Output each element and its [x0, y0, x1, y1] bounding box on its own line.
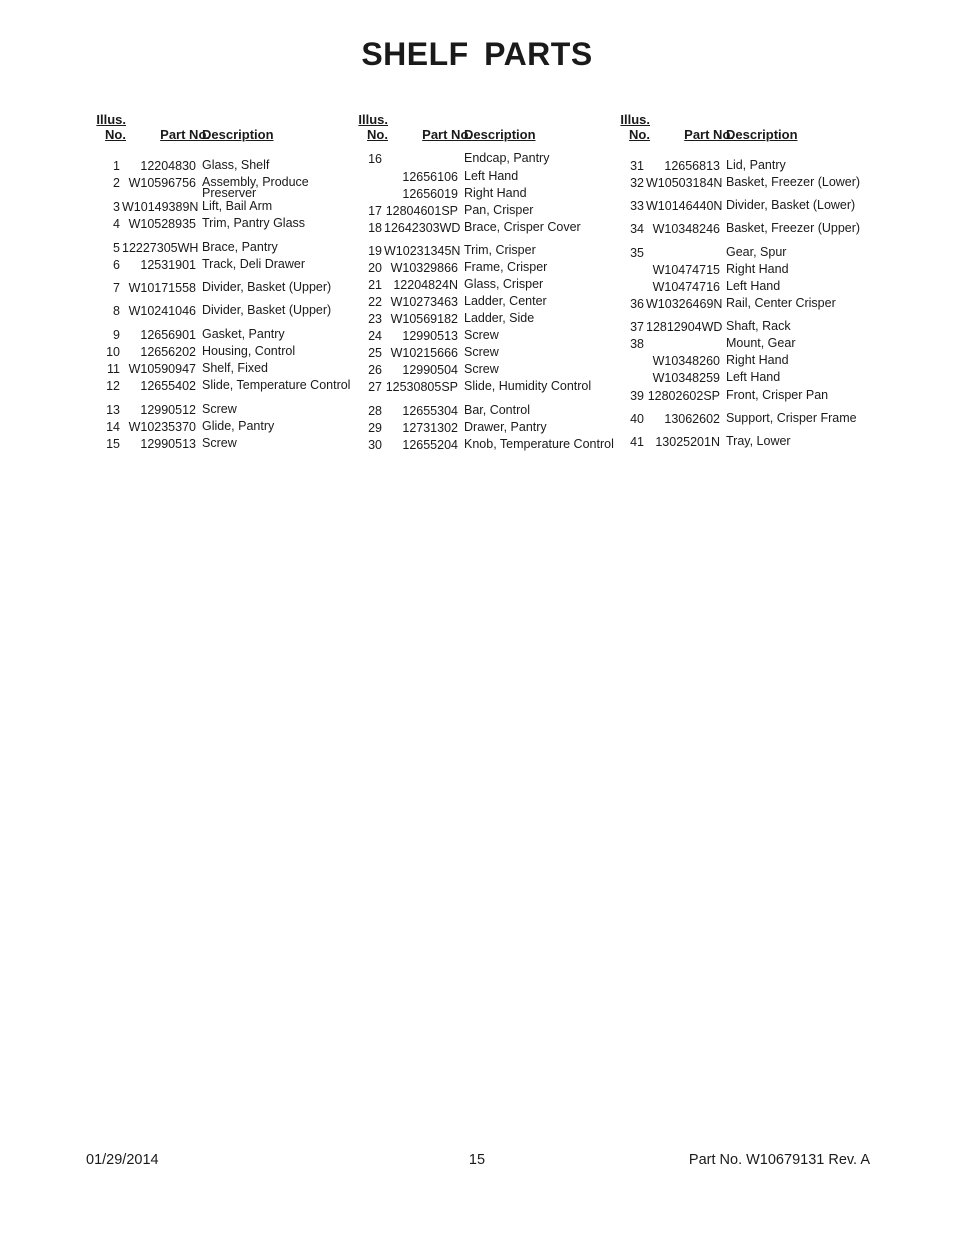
- part-description: Divider, Basket (Lower): [726, 198, 856, 212]
- part-description: Support, Crisper Frame: [726, 411, 857, 425]
- illus-number: 16: [368, 152, 382, 166]
- illus-number: 21: [368, 278, 382, 292]
- illus-number: 36: [630, 297, 644, 311]
- part-number: 12655402: [140, 379, 196, 393]
- part-description: Screw: [464, 345, 499, 359]
- parts-column-2: [350, 110, 620, 470]
- illus-number: 10: [106, 345, 120, 359]
- part-number: 12990504: [402, 363, 458, 377]
- part-description: Shelf, Fixed: [202, 361, 269, 375]
- part-number: W10326469N: [646, 297, 723, 311]
- part-number: 12204824N: [393, 278, 458, 292]
- footer-part-number: Part No. W10679131 Rev. A: [688, 1152, 870, 1168]
- illus-number: 22: [368, 295, 382, 309]
- part-description: Mount, Gear: [726, 336, 796, 350]
- illus-number: 35: [630, 246, 644, 260]
- description-header: Description: [726, 127, 798, 142]
- illus-number: 20: [368, 261, 382, 275]
- illus-header: Illus.: [358, 112, 388, 127]
- part-number: 13025201N: [655, 435, 720, 449]
- part-description: Left Hand: [726, 370, 781, 384]
- illus-no-header: No.: [105, 127, 126, 142]
- illus-number: 27: [368, 380, 382, 394]
- part-description: Right Hand: [726, 262, 789, 276]
- illus-number: 41: [630, 435, 644, 449]
- part-description: Knob, Temperature Control: [464, 437, 614, 451]
- part-number: W10348246: [652, 222, 720, 236]
- part-no-header: Part No.: [422, 127, 472, 142]
- part-number: 12802602SP: [647, 389, 720, 403]
- part-number: 12204830: [140, 159, 196, 173]
- illus-number: 5: [113, 241, 120, 255]
- part-number: W10474716: [652, 280, 720, 294]
- part-number: W10590947: [128, 362, 196, 376]
- part-description: Brace, Pantry: [202, 240, 278, 254]
- illus-number: 6: [113, 258, 120, 272]
- part-description: Assembly, Produce Preserver: [202, 175, 309, 200]
- part-number: W10149389N: [122, 200, 199, 214]
- illus-number: 37: [630, 320, 644, 334]
- part-number: W10348259: [652, 371, 720, 385]
- part-description: Lift, Bail Arm: [202, 199, 273, 213]
- part-description: Brace, Crisper Cover: [464, 220, 581, 234]
- illus-no-header: No.: [367, 127, 388, 142]
- part-description: Track, Deli Drawer: [202, 257, 306, 271]
- illus-number: 30: [368, 438, 382, 452]
- illus-number: 33: [630, 199, 644, 213]
- page-title: SHELF PARTS: [361, 36, 593, 72]
- part-description: Screw: [202, 402, 237, 416]
- part-number: W10241046: [128, 304, 196, 318]
- illus-number: 26: [368, 363, 382, 377]
- illus-number: 38: [630, 337, 644, 351]
- illus-number: 34: [630, 222, 644, 236]
- part-description: Gasket, Pantry: [202, 327, 285, 341]
- part-description: Screw: [202, 436, 237, 450]
- part-description: Glass, Crisper: [464, 277, 544, 291]
- part-number: W10215666: [390, 346, 458, 360]
- illus-number: 31: [630, 159, 644, 173]
- part-description: Divider, Basket (Upper): [202, 303, 332, 317]
- illus-number: 18: [368, 221, 382, 235]
- part-number: 12531901: [140, 258, 196, 272]
- illus-number: 15: [106, 437, 120, 451]
- part-description: Basket, Freezer (Upper): [726, 221, 861, 235]
- illus-number: 1: [113, 159, 120, 173]
- part-description: Shaft, Rack: [726, 319, 791, 333]
- part-number: W10528935: [128, 217, 196, 231]
- illus-number: 11: [107, 362, 120, 376]
- part-description: Slide, Temperature Control: [202, 378, 351, 392]
- part-description: Ladder, Center: [464, 294, 547, 308]
- part-number: W10474715: [652, 263, 720, 277]
- part-number: 12804601SP: [385, 204, 458, 218]
- part-number: 12656813: [664, 159, 720, 173]
- illus-number: 24: [368, 329, 382, 343]
- illus-number: 14: [106, 420, 120, 434]
- part-description: Trim, Crisper: [464, 243, 536, 257]
- parts-column-3: [612, 110, 882, 470]
- part-description: Gear, Spur: [726, 245, 787, 259]
- illus-number: 40: [630, 412, 644, 426]
- part-description: Slide, Humidity Control: [464, 379, 592, 393]
- part-description: Glide, Pantry: [202, 419, 275, 433]
- part-description: Trim, Pantry Glass: [202, 216, 306, 230]
- illus-number: 23: [368, 312, 382, 326]
- parts-column-1: [88, 110, 358, 470]
- part-number: 13062602: [664, 412, 720, 426]
- part-number: 12656019: [402, 187, 458, 201]
- illus-number: 25: [368, 346, 382, 360]
- part-number: W10273463: [390, 295, 458, 309]
- part-description: Right Hand: [464, 186, 527, 200]
- part-description: Ladder, Side: [464, 311, 535, 325]
- illus-number: 12: [106, 379, 120, 393]
- column-header: [612, 110, 882, 146]
- part-description: Screw: [464, 328, 499, 342]
- part-number: 12530805SP: [385, 380, 458, 394]
- part-description: Glass, Shelf: [202, 158, 270, 172]
- part-description: Tray, Lower: [726, 434, 791, 448]
- illus-number: 2: [113, 176, 120, 190]
- illus-number: 9: [113, 328, 120, 342]
- part-description: Pan, Crisper: [464, 203, 534, 217]
- part-description: Right Hand: [726, 353, 789, 367]
- part-number: 12656901: [140, 328, 196, 342]
- footer-date: 01/29/2014: [86, 1152, 159, 1168]
- part-description: Lid, Pantry: [726, 158, 786, 172]
- part-number: 12655204: [402, 438, 458, 452]
- part-number: 12227305WH: [122, 241, 199, 255]
- part-number: W10503184N: [646, 176, 723, 190]
- part-number: 12990513: [140, 437, 196, 451]
- part-number: W10235370: [128, 420, 196, 434]
- illus-number: 29: [368, 421, 382, 435]
- part-description: Rail, Center Crisper: [726, 296, 836, 310]
- illus-number: 3: [113, 200, 120, 214]
- part-number: 12990512: [140, 403, 196, 417]
- part-description: Bar, Control: [464, 403, 531, 417]
- part-no-header: Part No.: [160, 127, 210, 142]
- illus-header: Illus.: [620, 112, 650, 127]
- part-no-header: Part No.: [684, 127, 734, 142]
- part-number: W10329866: [390, 261, 458, 275]
- part-description: Frame, Crisper: [464, 260, 548, 274]
- part-description: Screw: [464, 362, 499, 376]
- illus-number: 4: [113, 217, 120, 231]
- illus-number: 39: [630, 389, 644, 403]
- part-number: 12656106: [402, 170, 458, 184]
- illus-number: 28: [368, 404, 382, 418]
- part-description: Front, Crisper Pan: [726, 388, 829, 402]
- illus-header: Illus.: [96, 112, 126, 127]
- part-description: Housing, Control: [202, 344, 296, 358]
- illus-number: 13: [106, 403, 120, 417]
- part-description: Basket, Freezer (Lower): [726, 175, 861, 189]
- illus-number: 8: [113, 304, 120, 318]
- part-description: Endcap, Pantry: [464, 151, 550, 165]
- description-header: Description: [202, 127, 274, 142]
- part-number: 12990513: [402, 329, 458, 343]
- description-header: Description: [464, 127, 536, 142]
- illus-number: 32: [630, 176, 644, 190]
- part-number: W10596756: [128, 176, 196, 190]
- part-description: Left Hand: [726, 279, 781, 293]
- part-description: Drawer, Pantry: [464, 420, 547, 434]
- part-number: 12731302: [402, 421, 458, 435]
- part-number: W10146440N: [646, 199, 723, 213]
- illus-no-header: No.: [629, 127, 650, 142]
- part-number: 12655304: [402, 404, 458, 418]
- part-number: W10171558: [128, 281, 196, 295]
- part-number: 12642303WD: [384, 221, 461, 235]
- part-description: Divider, Basket (Upper): [202, 280, 332, 294]
- column-header: [350, 110, 620, 146]
- part-number: W10231345N: [384, 244, 461, 258]
- footer-page-number: 15: [468, 1152, 486, 1168]
- part-number: 12656202: [140, 345, 196, 359]
- part-number: 12812904WD: [646, 320, 723, 334]
- part-description: Left Hand: [464, 169, 519, 183]
- column-header: [88, 110, 358, 146]
- illus-number: 7: [113, 281, 120, 295]
- illus-number: 17: [368, 204, 382, 218]
- illus-number: 19: [368, 244, 382, 258]
- part-number: W10348260: [652, 354, 720, 368]
- part-number: W10569182: [390, 312, 458, 326]
